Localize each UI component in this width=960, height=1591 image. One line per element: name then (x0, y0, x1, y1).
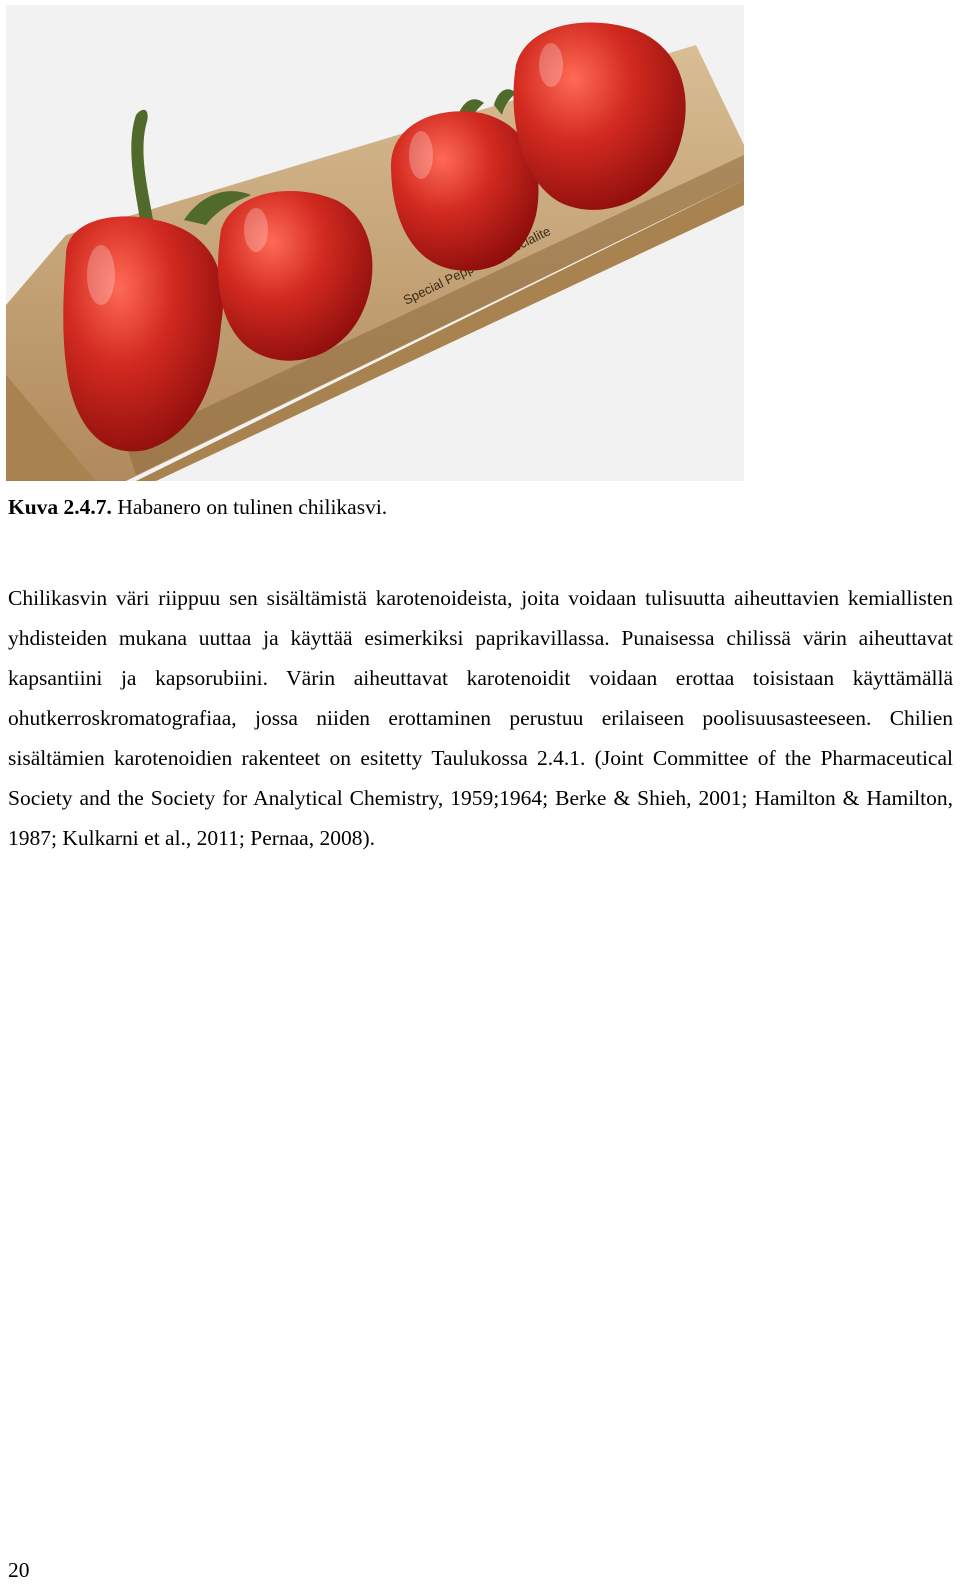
tray-print-text: Special Specialite (400, 223, 553, 308)
figure-caption (8, 492, 387, 522)
habanero-illustration (6, 5, 744, 481)
habanero-photo (6, 5, 744, 481)
body-paragraph: Chilikasvin väri riippuu sen sisältämistä karotenoideista, joita voidaan tulisuutta aiheuttavien kemiallisten yhdisteiden mukana uuttaa ja käyttää esimerkiksi paprikavillassa. Punaisessa chilissä värin aiheuttavat kapsantiini ja kapsorubiini. Värin aiheuttavat karotenoidit voidaan erottaa toisistaan käyttämällä ohutkerroskromatografiaa, jossa niiden erottaminen perustuu erilaiseen poolisuusasteeseen. Chilien sisältämien karotenoidien rakenteet on esitetty Taulukossa 2.4.1. (Joint Committee of the Pharmaceutical Society and the Society for Analytical Chemistry, 1959;1964; Berke & Shieh, 2001; Hamilton & Hamilton, 1987; Kulkarni et al., 2011; Pernaa, 2008). (8, 586, 953, 850)
page-number: 20 (8, 1558, 30, 1582)
caption-text: Habanero on tulinen chilikasvi. (117, 495, 388, 519)
caption-label: Kuva 2.4.7. (8, 495, 112, 519)
